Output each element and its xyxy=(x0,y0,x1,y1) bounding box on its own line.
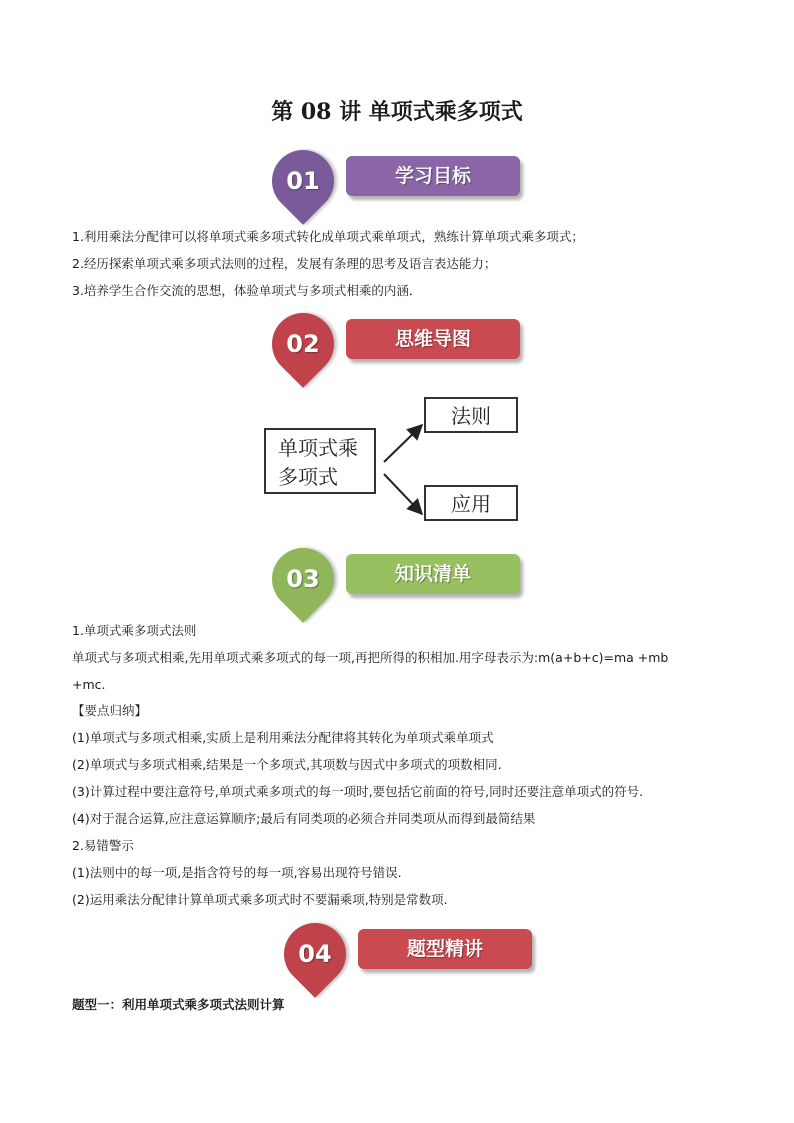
key-points-title: 【要点归纳】 xyxy=(72,703,148,718)
section-number: 04 xyxy=(298,940,332,968)
arrow-to-rule xyxy=(384,425,422,462)
section-badge-knowledge xyxy=(272,548,524,612)
section-number: 02 xyxy=(286,330,320,358)
warnings-heading: 2.易错警示 xyxy=(72,838,134,853)
warning-item: (2)运用乘法分配律计算单项式乘多项式时不要漏乘项,特别是常数项. xyxy=(72,892,448,907)
arrow-to-application xyxy=(384,474,422,514)
section-number: 01 xyxy=(286,167,320,195)
section-title: 知识清单 xyxy=(346,554,520,594)
key-point-item: (4)对于混合运算,应注意运算顺序;最后有同类项的必须合并同类项从而得到最简结果 xyxy=(72,811,536,826)
mindmap-branch-rule: 法则 xyxy=(424,397,518,433)
section-title: 学习目标 xyxy=(346,156,520,196)
objective-item: 1.利用乘法分配律可以将单项式乘多项式转化成单项式乘单项式，熟练计算单项式乘多项式； xyxy=(72,229,584,244)
warning-item: (1)法则中的每一项,是指含符号的每一项,容易出现符号错误. xyxy=(72,865,402,880)
mindmap-root xyxy=(264,428,376,494)
section-title: 思维导图 xyxy=(346,319,520,359)
key-point-item: (3)计算过程中要注意符号,单项式乘多项式的每一项时,要包括它前面的符号,同时还要注意单项式的符号. xyxy=(72,784,644,799)
section-badge-mindmap xyxy=(272,313,524,377)
key-point-item: (2)单项式与多项式相乘,结果是一个多项式,其项数与因式中多项式的项数相同. xyxy=(72,757,502,772)
question-type-heading: 题型一：利用单项式乘多项式法则计算 xyxy=(72,997,285,1012)
mindmap-branch-application: 应用 xyxy=(424,485,518,521)
section-badge-objectives xyxy=(272,150,524,214)
section-badge-question-types xyxy=(284,923,536,987)
objective-item: 2.经历探索单项式乘多项式法则的过程，发展有条理的思考及语言表达能力； xyxy=(72,256,497,271)
objective-item: 3.培养学生合作交流的思想，体验单项式与多项式相乘的内涵． xyxy=(72,283,422,298)
mindmap-root-line2: 多项式 xyxy=(278,465,338,489)
section-number: 03 xyxy=(286,565,320,593)
section-title: 题型精讲 xyxy=(358,929,532,969)
key-point-item: (1)单项式与多项式相乘,实质上是利用乘法分配律将其转化为单项式乘单项式 xyxy=(72,730,494,745)
rule-text: 单项式与多项式相乘,先用单项式乘多项式的每一项,再把所得的积相加.用字母表示为:m(a+b+c)=ma +mb xyxy=(72,650,669,665)
mindmap-arrows xyxy=(380,410,440,530)
knowledge-heading: 1.单项式乘多项式法则 xyxy=(72,623,197,638)
page-title: 第 08 讲 单项式乘多项式 xyxy=(271,99,523,125)
mindmap-root-line1: 单项式乘 xyxy=(278,436,358,460)
rule-text-cont: +mc. xyxy=(72,677,106,692)
